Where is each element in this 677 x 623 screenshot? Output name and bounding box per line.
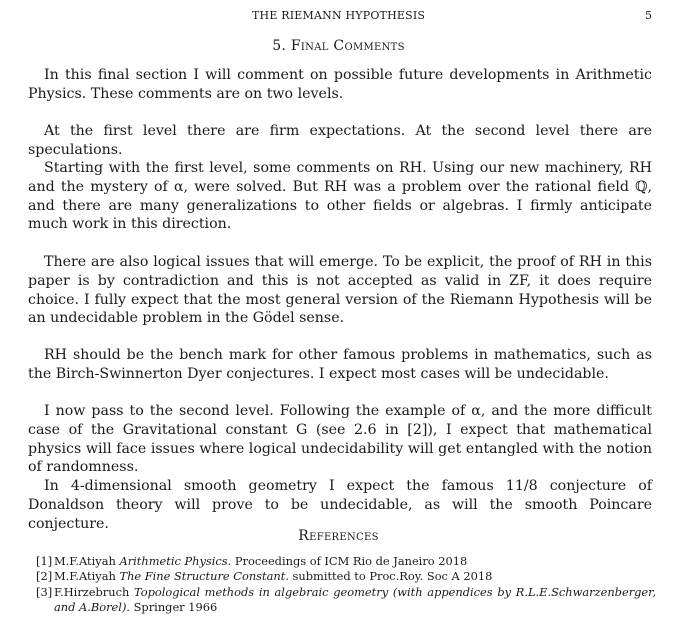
references-title: References <box>298 528 379 544</box>
paragraph-1 <box>28 66 652 104</box>
paragraph-text: Starting with the first level, some comments on RH. Using our new machinery, RH and the mystery of α, were solved. But RH was a problem over the rational field ℚ, and there are many generalizations to other fields or algebras. I firmly anticipate much work in this direction. <box>28 160 652 233</box>
paragraph-3 <box>28 159 652 234</box>
paragraph-7 <box>28 477 652 533</box>
reference-author: F.Hirzebruch <box>54 584 130 599</box>
paragraph-4 <box>28 253 652 328</box>
paragraph-text: In this final section I will comment on possible future developments in Arithmetic Physics. These comments are on two levels. <box>28 67 652 102</box>
reference-title: The Fine Structure Constant <box>119 569 286 584</box>
paragraph-5 <box>28 346 652 384</box>
reference-details: . Proceedings of ICM Rio de Janeiro 2018 <box>227 554 468 568</box>
reference-number: [1] <box>36 554 53 568</box>
reference-title: Topological methods in algebraic geometry (with appendices by R.L.E.Schwarzenberger, and A.Borel) <box>54 584 656 614</box>
paragraph-text: I now pass to the second level. Following the example of α, and the more difficult case of the Gravitational constant G (see 2.6 in [2]), I expect that mathematical physics will face issues where logical undecidability will get entangled with the notion of randomness. <box>28 403 652 476</box>
section-title: 5. Final Comments <box>272 38 405 54</box>
reference-number: [2] <box>36 569 53 584</box>
running-head: THE RIEMANN HYPOTHESIS <box>252 9 426 22</box>
paragraph-text: There are also logical issues that will emerge. To be explicit, the proof of RH in this paper is by contradiction and this is not accepted as valid in ZF, it does require choice. I fully expect that the most general version of the Riemann Hypothesis will be an undecidable problem in the Gödel sense. <box>28 254 652 327</box>
paragraph-2 <box>28 122 652 160</box>
reference-author: M.F.Atiyah <box>54 554 116 568</box>
page-number: 5 <box>645 9 652 22</box>
reference-details: . Springer 1966 <box>126 599 218 614</box>
references-list <box>36 554 656 615</box>
reference-number: [3] <box>36 584 53 599</box>
paragraph-6 <box>28 402 652 477</box>
reference-item-2 <box>36 569 656 584</box>
paragraph-text: In 4-dimensional smooth geometry I expect the famous 11/8 conjecture of Donaldson theory will prove to be undecidable, as will the smooth Poincare conjecture. <box>28 478 652 532</box>
paragraph-text: RH should be the bench mark for other famous problems in mathematics, such as the Birch-Swinnerton Dyer conjectures. I expect most cases will be undecidable. <box>28 347 652 382</box>
reference-details: . submitted to Proc.Roy. Soc A 2018 <box>285 569 493 584</box>
reference-author: M.F.Atiyah <box>54 569 116 584</box>
reference-item-1 <box>36 554 656 569</box>
reference-item-3 <box>36 585 656 616</box>
paragraph-text: At the first level there are firm expectations. At the second level there are speculations. <box>28 123 652 158</box>
reference-title: Arithmetic Physics <box>119 554 228 568</box>
